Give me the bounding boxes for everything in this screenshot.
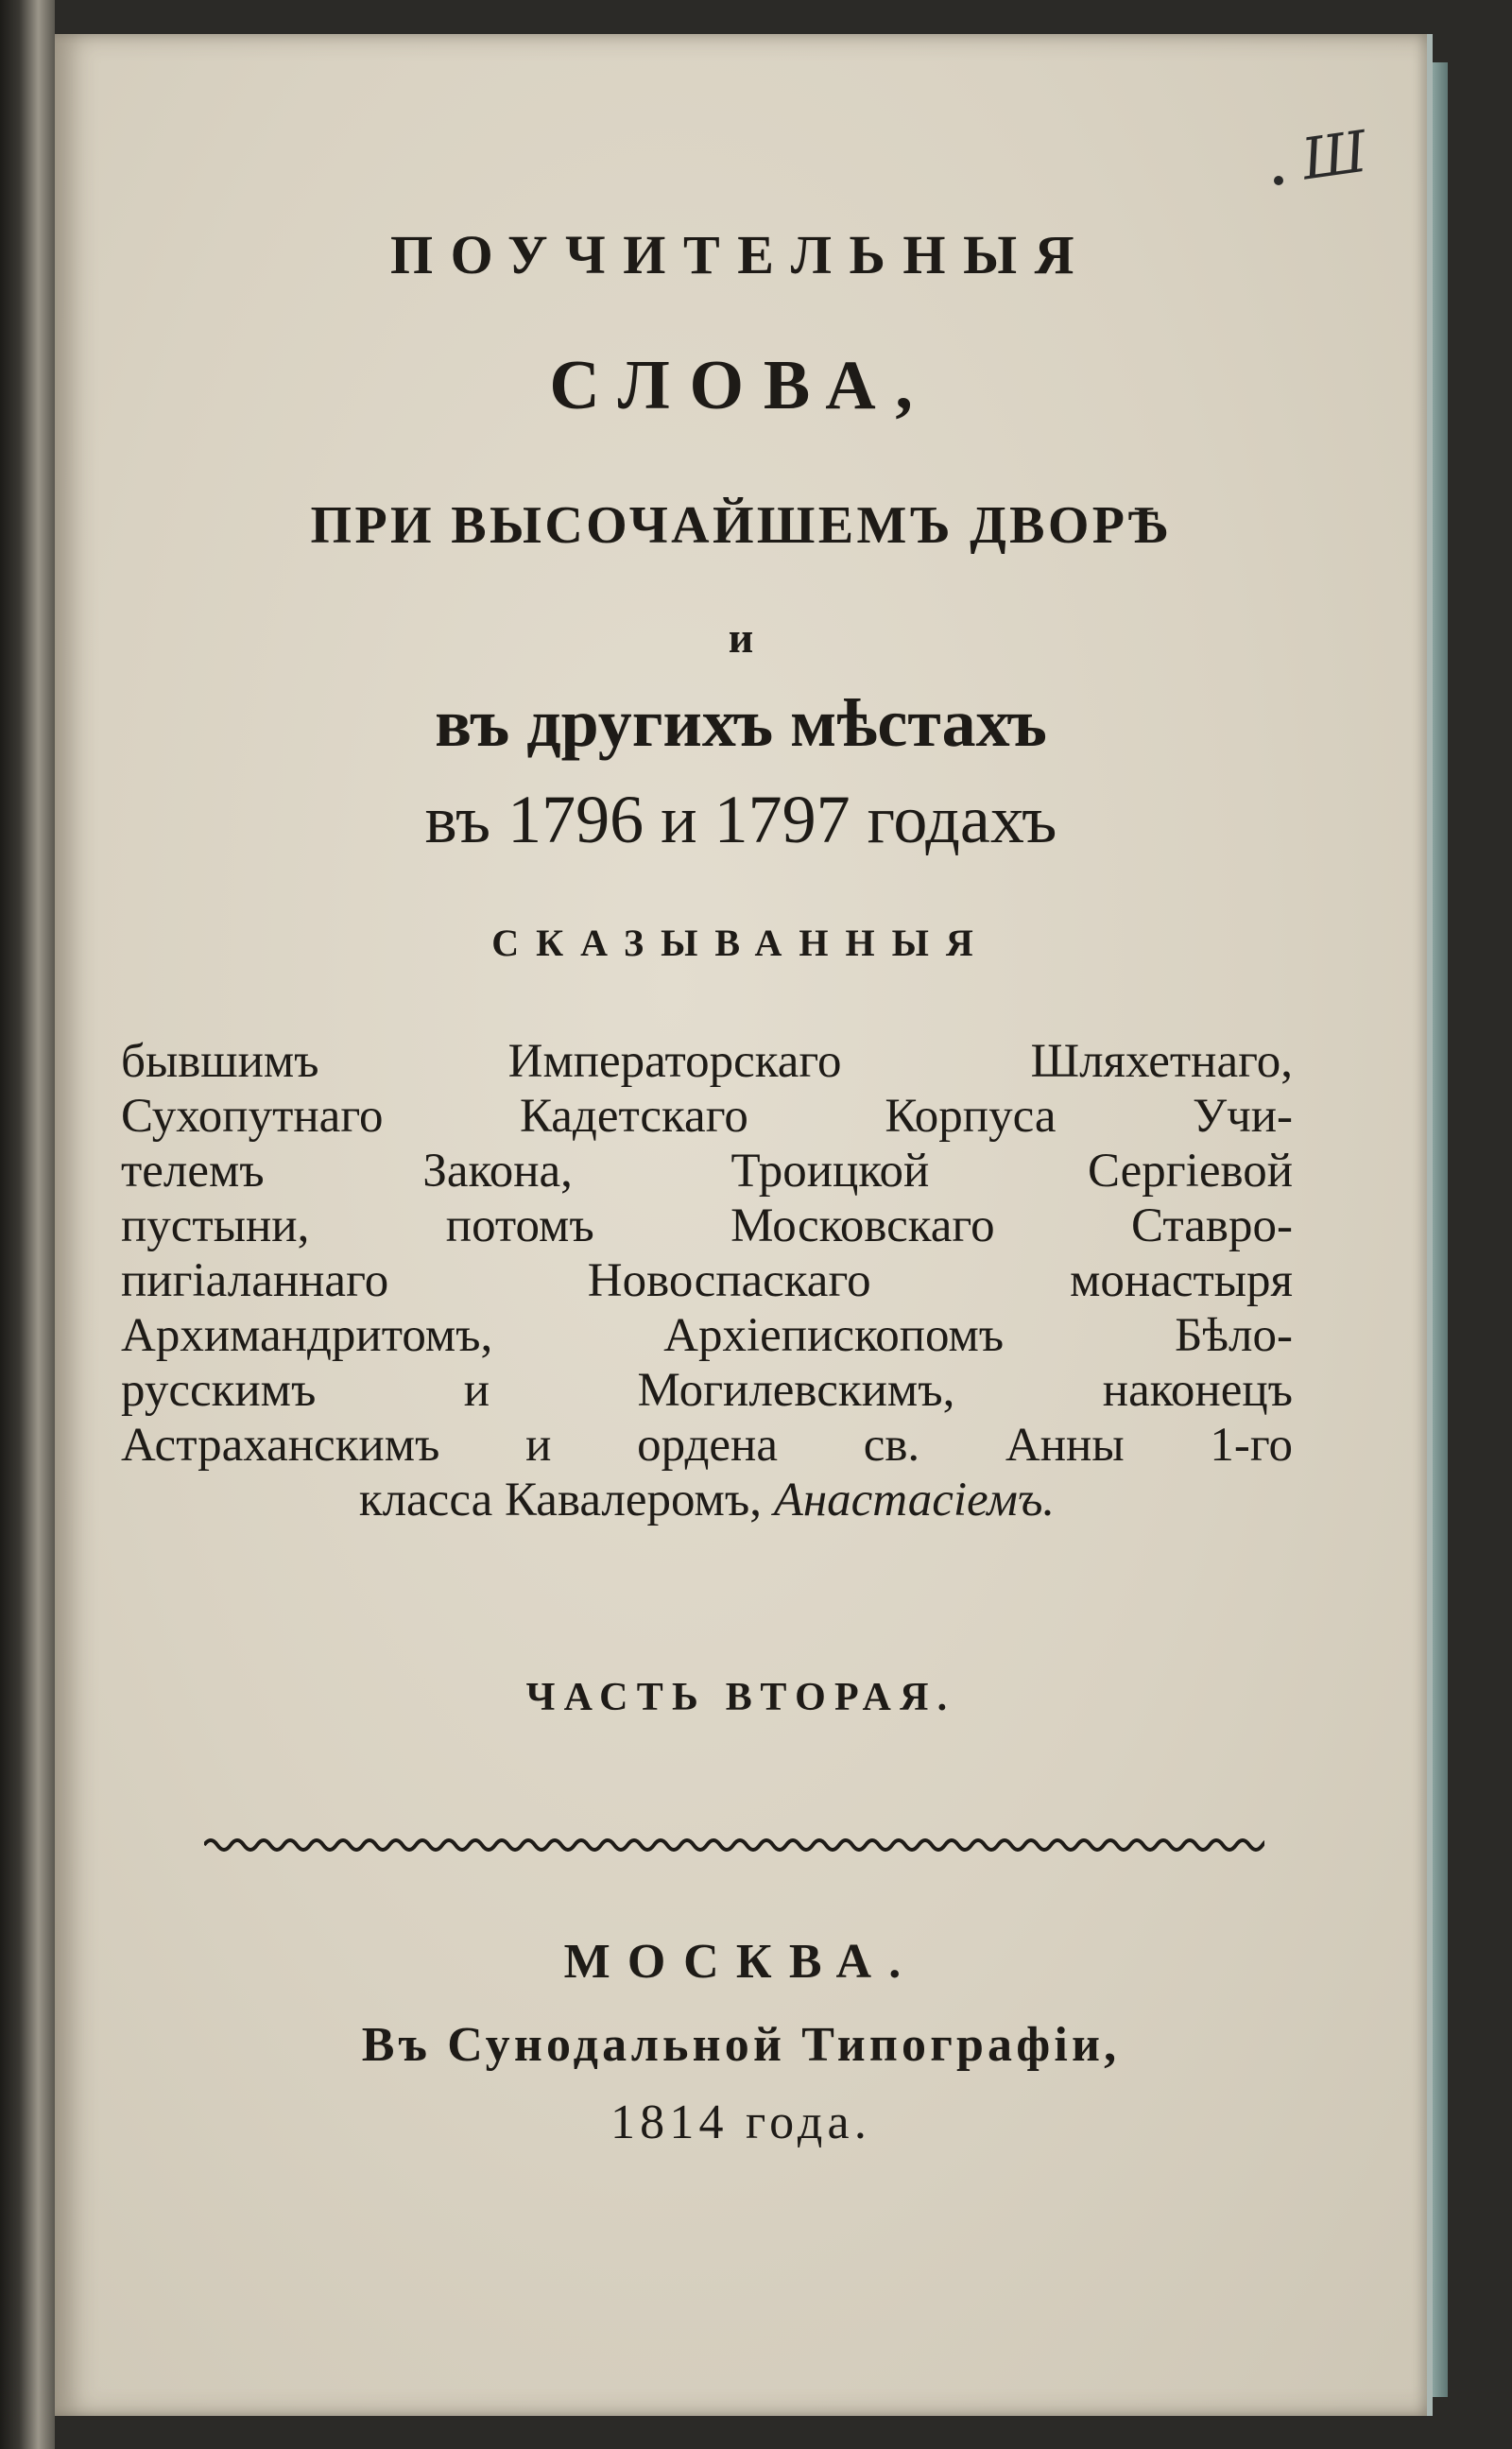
- title-line-4: и: [728, 613, 754, 662]
- body-line-2: Сухопутнаго Кадетскаго Корпуса Учи-: [121, 1090, 1293, 1143]
- part-label: ЧАСТЬ ВТОРАЯ.: [525, 1676, 956, 1719]
- author-name: Анастасіемъ.: [773, 1474, 1056, 1526]
- title-line-3: ПРИ ВЫСОЧАЙШЕМЪ ДВОРѢ: [310, 496, 1172, 555]
- author-description: [121, 1034, 1293, 1527]
- body-line-6: Архимандритомъ, Архіепископомъ Бѣло-: [121, 1309, 1293, 1362]
- imprint-city: МОСКВА.: [563, 1935, 919, 1989]
- body-line-5: пигіаланнаго Новоспаскаго монастыря: [121, 1254, 1293, 1307]
- body-line-4: пустыни, потомъ Московскаго Ставро-: [121, 1199, 1293, 1252]
- body-line-8: Астраханскимъ и ордена св. Анны 1-го: [121, 1419, 1293, 1472]
- body-last-line-prefix: класса Кавалеромъ,: [358, 1474, 762, 1526]
- title-line-2: СЛОВА,: [549, 347, 933, 424]
- body-line-7: русскимъ и Могилевскимъ, наконецъ: [121, 1364, 1293, 1417]
- title-page: [55, 34, 1433, 2416]
- title-line-5: въ другихъ мѣстахъ: [435, 685, 1047, 761]
- title-line-1: ПОУЧИТЕЛЬНЫЯ: [389, 224, 1092, 285]
- wavy-divider: [204, 1834, 1264, 1856]
- subtitle: СКАЗЫВАННЫЯ: [491, 922, 990, 964]
- imprint-printer: Въ Сунодальной Типографіи,: [361, 2018, 1121, 2072]
- body-line-3: телемъ Закона, Троицкой Сергіевой: [121, 1145, 1293, 1198]
- title-line-6: въ 1796 и 1797 годахъ: [424, 782, 1057, 857]
- body-line-9: [121, 1473, 1293, 1527]
- imprint-year: 1814 года.: [610, 2095, 872, 2149]
- adjacent-page-edge: [0, 0, 55, 2449]
- handwritten-mark: Ш: [1297, 118, 1372, 194]
- body-line-1: бывшимъ Императорскаго Шляхетнаго,: [121, 1035, 1293, 1088]
- ink-dot: [1274, 176, 1283, 185]
